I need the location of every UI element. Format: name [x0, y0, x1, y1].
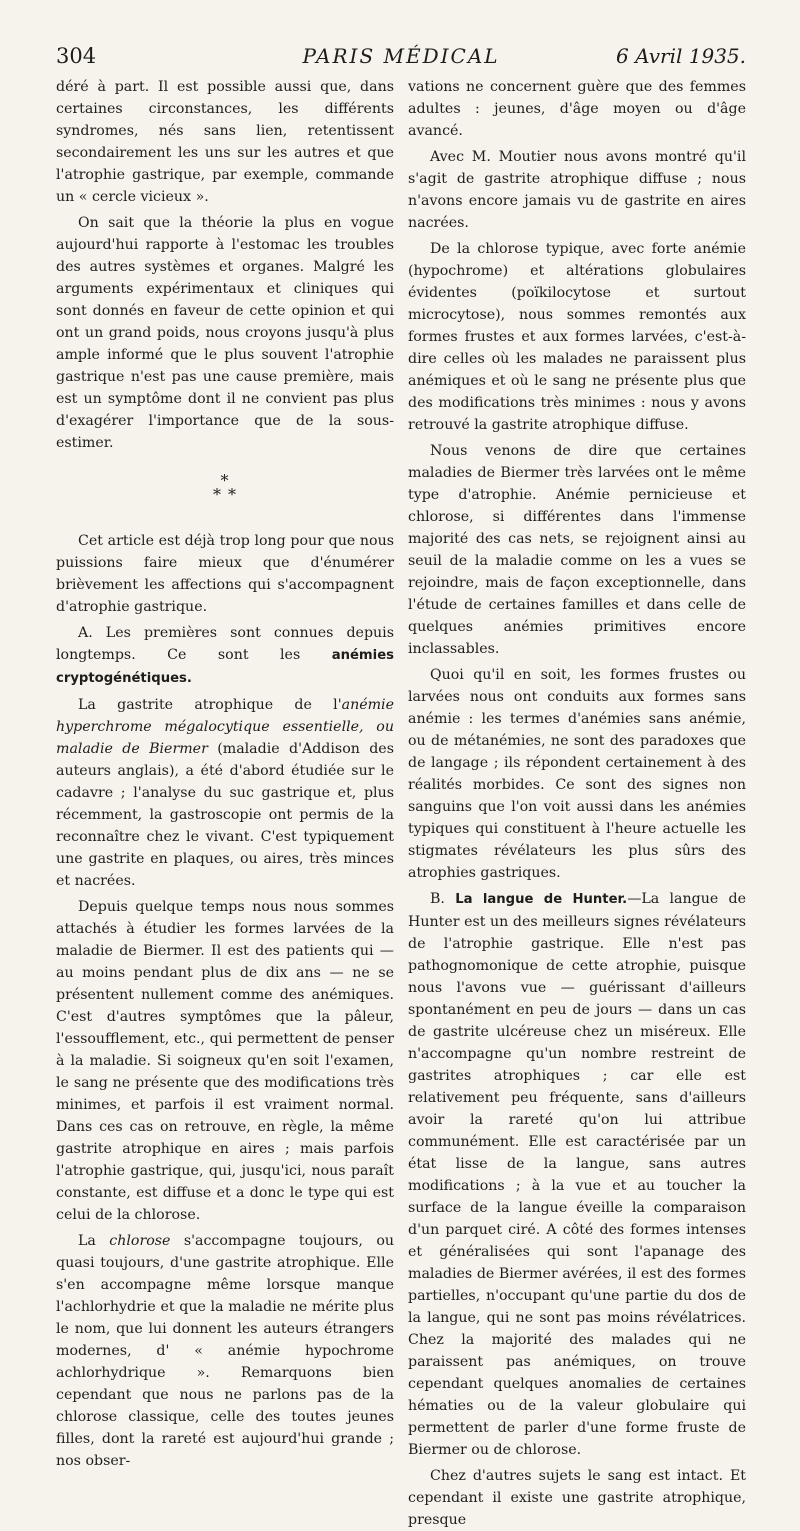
paragraph [56, 622, 394, 690]
paragraph [56, 694, 394, 892]
separator-bottom: * * [212, 485, 238, 504]
right-column [408, 76, 746, 1531]
journal-title: PARIS MÉDICAL [302, 44, 500, 68]
text-run: B. [430, 891, 456, 907]
paragraph: De la chlorose typique, avec forte anémie (hypochrome) et altérations globulaires évidentes (poïkilocytose et surtout microcytose), nous sommes remontés aux formes frustes et aux formes larvées, c'est-à-dire celles où les malades ne paraissent plus anémiques et où le sang ne présente plus que des modifications très minimes : nous y avons retrouvé la gastrite atrophique diffuse. [408, 241, 746, 433]
issue-date: 6 Avril 1935. [616, 44, 746, 68]
text-run: La gastrite atrophique de l' [78, 697, 342, 713]
separator-top: * [220, 471, 230, 490]
text-run: (maladie d'Addison des auteurs anglais), a été d'abord étudiée sur le cadavre ; l'analyse du suc gastrique et, plus récemment, la gastroscopie ont permis de la reconnaître chez le vivant. C'est typiquement une gastrite en plaques, ou aires, très minces et nacrées. [56, 741, 394, 889]
paragraph [408, 888, 746, 1461]
paragraph: Depuis quelque temps nous nous sommes attachés à étudier les formes larvées de la maladie de Biermer. Il est des patients qui — au moins pendant plus de dix ans — ne se présentent nullement comme des anémiques. C'est d'autres symptômes que la pâleur, l'essoufflement, etc., qui permettent de penser à la maladie. Si soigneux qu'en soit l'examen, le sang ne présente que des modifications très minimes, et parfois il est vraiment normal. Dans ces cas on retrouve, en règle, la même gastrite atrophique en aires ; mais parfois l'atrophie gastrique, qui, jusqu'ici, nous paraît constante, est diffuse et a donc le type qui est celui de la chlorose. [56, 899, 394, 1223]
paragraph: Quoi qu'il en soit, les formes frustes ou larvées nous ont conduits aux formes sans anémie : les termes d'anémies sans anémie, ou de métanémies, ne sont des paradoxes que de langage ; ils répondent certainement à des réalités morbides. Ce sont des signes non sanguins que l'on voit aussi dans les anémies typiques qui constituent à l'heure actuelle les stigmates révélateurs les plus sûrs des atrophies gastriques. [408, 667, 746, 881]
paragraph [56, 1230, 394, 1472]
bold-term: La langue de Hunter. [455, 892, 628, 907]
paragraph: Chez d'autres sujets le sang est intact. Et cependant il existe une gastrite atrophique, presque [408, 1468, 746, 1528]
section-separator [56, 471, 394, 504]
text-run: —La langue de Hunter est un des meilleurs signes révélateurs de l'atrophie gastrique. Elle n'est pas pathognomonique de cette atrophie, puisque nous l'avons vue — guérissant d'ailleurs spontanément en peu de jours — dans un cas de gastrite ulcéreuse chez un miséreux. Elle n'accompagne qu'un nombre restreint de gastrites atrophiques ; car elle est relativement peu fréquente, sans d'ailleurs avoir la rareté qu'on lui attribue communément. Elle est caractérisée par un état lisse de la langue, sans autres modifications ; à la vue et au toucher la surface de la langue éveille la comparaison d'un parquet ciré. A côté des formes intenses et généralisées qui sont l'apanage des maladies de Biermer avérées, il est des formes partielles, n'occupant qu'une partie du dos de la langue, qui ne sont pas moins révélatrices. Chez la majorité des malades qui ne paraissent pas anémiques, on trouve cependant quelques anomalies de certaines hématies ou de la valeur globulaire qui permettent de parler d'une forme fruste de Biermer ou de chlorose. [408, 891, 746, 1458]
paragraph: Nous venons de dire que certaines maladies de Biermer très larvées ont le même type d'atrophie. Anémie pernicieuse et chlorose, si différentes dans l'immense majorité des cas nets, se rejoignent ainsi au seuil de la maladie comme on les a vues se rejoindre, mais de façon exceptionnelle, dans l'étude de certaines familles et dans celle de quelques anémies primitives encore inclassables. [408, 443, 746, 657]
paragraph: Cet article est déjà trop long pour que nous puissions faire mieux que d'énumérer brièvement les affections qui s'accompagnent d'atrophie gastrique. [56, 533, 394, 615]
paragraph: Avec M. Moutier nous avons montré qu'il s'agit de gastrite atrophique diffuse ; nous n'avons encore jamais vu de gastrite en aires nacrées. [408, 149, 746, 231]
paragraph: vations ne concernent guère que des femmes adultes : jeunes, d'âge moyen ou d'âge avancé. [408, 79, 746, 139]
left-column [56, 76, 394, 1472]
text-run: La [78, 1233, 110, 1249]
text-run: s'accompagne toujours, ou quasi toujours, d'une gastrite atrophique. Elle s'en accompagne même lorsque manque l'achlorhydrie et que la maladie ne mérite plus le nom, que lui donnent les auteurs étrangers modernes, d' « anémie hypochrome achlorhydrique ». Remarquons bien cependant que nous ne parlons pas de la chlorose classique, celle des toutes jeunes filles, dont la rareté est aujourd'hui grande ; nos obser- [56, 1233, 395, 1469]
italic-term: anémie hyperchrome mégalocytique essentielle, ou maladie de Biermer [56, 697, 394, 757]
bold-term: anémies cryptogénétiques. [56, 648, 394, 686]
page-number: 304 [56, 44, 97, 68]
text-run: A. Les premières sont connues depuis longtemps. Ce sont les [56, 625, 394, 663]
running-header [56, 40, 746, 74]
italic-term: chlorose [109, 1233, 171, 1249]
paragraph: On sait que la théorie la plus en vogue aujourd'hui rapporte à l'estomac les troubles des autres systèmes et organes. Malgré les arguments expérimentaux et cliniques qui sont donnés en faveur de cette opinion et qui ont un grand poids, nous croyons jusqu'à plus ample informé que le plus souvent l'atrophie gastrique n'est pas une cause première, mais est un symptôme dont il ne convient pas plus d'exagérer l'importance que de la sous-estimer. [56, 215, 394, 451]
paragraph: déré à part. Il est possible aussi que, dans certaines circonstances, les différents syndromes, nés sans lien, retentissent secondairement les uns sur les autres et que l'atrophie gastrique, par exemple, commande un « cercle vicieux ». [56, 79, 394, 205]
